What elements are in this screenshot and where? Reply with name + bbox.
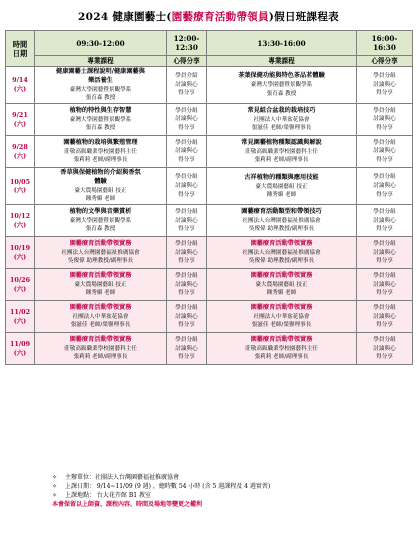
header-afternoon-time: 13:30-16:00: [207, 31, 357, 56]
title-prefix: 2024 健康園藝士(: [78, 11, 172, 23]
morning-course-affiliation: 莊敬高級職業學校園藝科主任: [64, 149, 137, 156]
morning-course-cell: [35, 301, 167, 333]
afternoon-course-affiliation: 臺灣大學園藝暨景觀學系: [250, 82, 313, 89]
afternoon-course-affiliation: 社團法人中華盆花協會: [253, 117, 310, 124]
morning-course-title: 園藝療育活動帶領實務: [69, 240, 132, 248]
afternoon-course-cell: [207, 205, 357, 237]
morning-course-cell: [35, 237, 167, 269]
morning-course-instructor: 張育森 教授: [85, 95, 116, 102]
row-date: 11/02 (六): [6, 301, 35, 333]
afternoon-course-instructor: 張滋佳 老師/榮譽理事長: [251, 125, 312, 132]
morning-course-instructor: 鍾秀媚 老師: [85, 290, 116, 297]
afternoon-course-cell: [207, 333, 357, 365]
late-share-cell: 學員分組 討論與心 得分享: [357, 104, 413, 136]
morning-course-title: 園藝植物的栽培與繁殖管理: [63, 139, 138, 147]
afternoon-course-instructor: 鍾秀媚 老師: [266, 191, 297, 198]
afternoon-course-cell: [207, 237, 357, 269]
afternoon-course-title: 常見園藝植物種類認識與解說: [241, 139, 322, 147]
morning-course-affiliation: 莊敬高級職業學校園藝科主任: [64, 346, 137, 353]
schedule-row: [6, 104, 413, 136]
schedule-row: [6, 136, 413, 168]
schedule-row: [6, 269, 413, 301]
header-noon-time: 12:00- 12:30: [167, 31, 207, 56]
morning-course-title: 植物的文學與音樂賞析: [69, 208, 132, 216]
morning-course-instructor: 張莉莉 老師/副理事長: [73, 157, 128, 164]
afternoon-course-title: 園藝療育活動帶領實務: [250, 304, 313, 312]
morning-course-title: 健康園藝士課程說明/健康園藝與 樂活養生: [56, 68, 145, 84]
bullet-icon: ✧: [52, 474, 58, 481]
afternoon-course-instructor: 張莉莉 老師/副理事長: [254, 354, 309, 361]
row-date: 9/21 (六): [6, 104, 35, 136]
schedule-row: [6, 301, 413, 333]
morning-course-cell: [35, 104, 167, 136]
afternoon-course-cell: [207, 136, 357, 168]
note-warning: 本會保留以上師資、課程內容、時間及場地等變更之權利: [52, 501, 203, 508]
morning-course-affiliation: 社團法人台灣園藝福祉推廣協會: [61, 250, 140, 257]
morning-course-affiliation: 臺灣大學園藝暨景觀學系: [69, 218, 132, 225]
late-share-cell: 學員分組 討論與心 得分享: [357, 136, 413, 168]
row-date: 10/12 (六): [6, 205, 35, 237]
morning-course-title: 園藝療育活動帶領實務: [69, 304, 132, 312]
morning-course-affiliation: 臺大農場園藝組 技正: [74, 188, 127, 195]
morning-course-instructor: 張莉莉 老師/副理事長: [73, 354, 128, 361]
title-suffix: )假日班課程表: [268, 11, 339, 23]
morning-course-cell: [35, 205, 167, 237]
morning-course-instructor: 張滋佳 老師/榮譽理事長: [70, 322, 131, 329]
afternoon-course-affiliation: 莊敬高級職業學校園藝科主任: [245, 149, 318, 156]
afternoon-course-title: 園藝療育活動類型和帶領技巧: [241, 208, 322, 216]
schedule-row: [6, 168, 413, 205]
afternoon-course-affiliation: 社團法人中華盆花協會: [253, 314, 310, 321]
note-location-text: 上課地點： 台大花卉館 B1 教室: [65, 492, 151, 499]
notes-section: [52, 473, 407, 509]
morning-course-cell: [35, 333, 167, 365]
morning-course-cell: [35, 67, 167, 104]
row-date: 10/05 (六): [6, 168, 35, 205]
afternoon-course-title: 園藝療育活動帶領實務: [250, 336, 313, 344]
noon-share-cell: 學員分組 討論與心 得分享: [167, 205, 207, 237]
schedule-row: [6, 67, 413, 104]
header-row-labels: [6, 56, 413, 67]
noon-share-cell: 學員分組 討論與心 得分享: [167, 136, 207, 168]
afternoon-course-instructor: 吳俊偉 助理教授/副理事長: [248, 226, 315, 233]
noon-share-cell: 學員分組 討論與心 得分享: [167, 269, 207, 301]
morning-course-affiliation: 臺灣大學園藝暨景觀學系: [69, 117, 132, 124]
morning-course-title: 園藝療育活動帶領實務: [69, 272, 132, 280]
afternoon-course-affiliation: 莊敬高級職業學校園藝科主任: [245, 346, 318, 353]
late-share-cell: 學員分組 討論與心 得分享: [357, 269, 413, 301]
afternoon-course-cell: [207, 168, 357, 205]
header-course-label-pm: 專業課程: [207, 56, 357, 67]
bullet-icon: ✧: [52, 492, 58, 499]
row-date: 10/26 (六): [6, 269, 35, 301]
afternoon-course-title: 茶葉保健功能與特色茶品茗體驗: [238, 72, 325, 80]
afternoon-course-instructor: 吳俊偉 助理教授/副理事長: [248, 258, 315, 265]
morning-course-cell: [35, 136, 167, 168]
morning-course-instructor: 吳俊偉 助理教授/副理事長: [67, 258, 134, 265]
morning-course-title: 香草與保健植物的介紹與香氛 體驗: [60, 169, 141, 186]
afternoon-course-cell: [207, 269, 357, 301]
morning-course-affiliation: 臺大農場園藝組 技正: [74, 282, 127, 289]
row-date: 9/28 (六): [6, 136, 35, 168]
note-schedule: [52, 482, 407, 491]
note-schedule-text: 上課日期： 9/14~11/09 (9 週) ，總時數 54 小時 (含 5 週課程及 4 週實習): [65, 483, 271, 490]
afternoon-course-title: 古祥植物的種類與應用技能: [244, 173, 319, 181]
afternoon-course-cell: [207, 67, 357, 104]
noon-share-cell: 學員分組 討論與心 得分享: [167, 104, 207, 136]
schedule-row: [6, 205, 413, 237]
late-share-cell: 學員分組 討論與心 得分享: [357, 301, 413, 333]
schedule-table: [5, 30, 413, 365]
note-location: [52, 491, 407, 500]
schedule-row: [6, 333, 413, 365]
note-organizer: [52, 473, 407, 482]
header-share-label-late: 心得分享: [357, 56, 413, 67]
header-morning-time: 09:30-12:00: [35, 31, 167, 56]
afternoon-course-instructor: 張滋佳 老師/榮譽理事長: [251, 322, 312, 329]
late-share-cell: 學員分組 討論與心 得分享: [357, 205, 413, 237]
morning-course-cell: [35, 168, 167, 205]
row-date: 9/14 (六): [6, 67, 35, 104]
morning-course-cell: [35, 269, 167, 301]
bullet-icon: ✧: [52, 483, 58, 490]
afternoon-course-cell: [207, 104, 357, 136]
header-late-time: 16:00- 16:30: [357, 31, 413, 56]
schedule-row: [6, 237, 413, 269]
schedule-body: [6, 67, 413, 365]
afternoon-course-affiliation: 臺大農場園藝組 技正: [255, 282, 308, 289]
noon-share-cell: 學員介紹 討論與心 得分享: [167, 67, 207, 104]
header-date-cell: 時間 日期: [6, 31, 35, 67]
header-row-times: [6, 31, 413, 56]
morning-course-affiliation: 社團法人中華盆花協會: [72, 314, 129, 321]
late-share-cell: 學員分組 討論與心 得分享: [357, 333, 413, 365]
note-organizer-text: 主辦單位：社團法人台灣園藝福祉推廣協會: [65, 474, 180, 481]
late-share-cell: 學員分組 討論與心 得分享: [357, 237, 413, 269]
noon-share-cell: 學員分組 討論與心 得分享: [167, 237, 207, 269]
noon-share-cell: 學員分組 討論與心 得分享: [167, 301, 207, 333]
afternoon-course-affiliation: 臺大農場園藝組 技正: [255, 183, 308, 190]
late-share-cell: 學員分組 討論與心 得分享: [357, 168, 413, 205]
afternoon-course-instructor: 鍾秀媚 老師: [266, 290, 297, 297]
row-date: 11/09 (六): [6, 333, 35, 365]
afternoon-course-affiliation: 社團法人台灣園藝福祉推廣協會: [242, 250, 321, 257]
morning-course-title: 植物的特性與生存智慧: [69, 107, 132, 115]
header-share-label-noon: 心得分享: [167, 56, 207, 67]
morning-course-instructor: 鍾秀媚 老師: [85, 196, 116, 203]
morning-course-title: 園藝療育活動帶領實務: [69, 336, 132, 344]
noon-share-cell: 學員分組 討論與心 得分享: [167, 168, 207, 205]
morning-course-affiliation: 臺灣大學園藝暨景觀學系: [69, 86, 132, 93]
afternoon-course-instructor: 張育森 教授: [266, 90, 297, 97]
morning-course-instructor: 張育森 教授: [85, 226, 116, 233]
title-accent: 園藝療育活動帶領員: [171, 11, 269, 23]
noon-share-cell: 學員分組 討論與心 得分享: [167, 333, 207, 365]
afternoon-course-title: 園藝療育活動帶領實務: [250, 240, 313, 248]
late-share-cell: 學員分組 討論與心 得分享: [357, 67, 413, 104]
afternoon-course-title: 常見組合盆栽的栽培技巧: [247, 107, 316, 115]
afternoon-course-affiliation: 社團法人台灣園藝福祉推廣協會: [242, 218, 321, 225]
afternoon-course-instructor: 張莉莉 老師/副理事長: [254, 157, 309, 164]
page-title: [0, 9, 417, 24]
afternoon-course-cell: [207, 301, 357, 333]
row-date: 10/19 (六): [6, 237, 35, 269]
morning-course-instructor: 張育森 教授: [85, 125, 116, 132]
header-course-label-am: 專業課程: [35, 56, 167, 67]
afternoon-course-title: 園藝療育活動帶領實務: [250, 272, 313, 280]
